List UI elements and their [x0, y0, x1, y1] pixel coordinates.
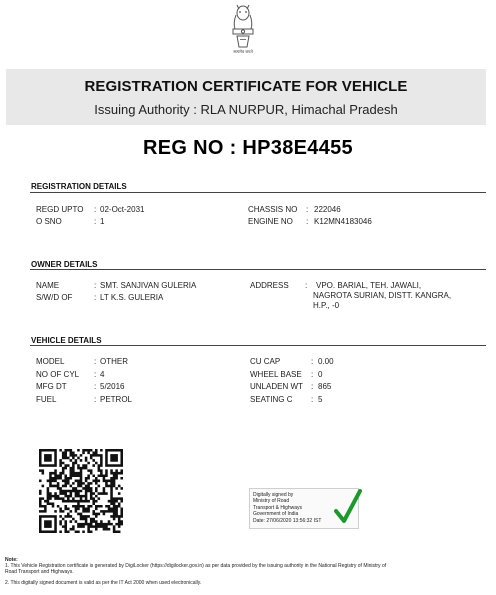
regd-upto-label: REGD UPTO — [36, 205, 84, 214]
certificate-title: REGISTRATION CERTIFICATE FOR VEHICLE — [84, 78, 408, 95]
state-emblem — [223, 3, 263, 57]
regd-upto-value: 02-Oct-2031 — [100, 205, 145, 214]
engine-label: ENGINE NO — [248, 217, 293, 226]
state-emblem-icon — [223, 3, 263, 49]
note-1-line-2: Road Transport and Highways. — [5, 569, 74, 576]
registration-number: REG NO : HP38E4455 — [143, 137, 353, 159]
fuel-label: FUEL — [36, 395, 57, 404]
cucap-value: 0.00 — [318, 357, 334, 366]
colon: : — [94, 357, 97, 366]
colon: : — [94, 205, 97, 214]
signature-line: Ministry of Road — [253, 498, 290, 505]
o-sno-value: 1 — [100, 217, 105, 226]
vehicle-details-heading: VEHICLE DETAILS — [31, 336, 102, 345]
divider — [30, 269, 486, 270]
swdof-value: LT K.S. GULERIA — [100, 293, 164, 302]
registration-details-heading: REGISTRATION DETAILS — [31, 182, 127, 191]
mfg-value: 5/2016 — [100, 382, 125, 391]
engine-value: K12MN4183046 — [314, 217, 372, 226]
digital-signature-stamp — [249, 488, 359, 529]
colon: : — [306, 205, 309, 214]
colon: : — [94, 293, 97, 302]
cucap-label: CU CAP — [250, 357, 281, 366]
cyl-label: NO OF CYL — [36, 370, 80, 379]
issuing-authority: Issuing Authority : RLA NURPUR, Himachal Pradesh — [94, 102, 398, 117]
address-line-2: NAGROTA SURIAN, DISTT. KANGRA, — [313, 291, 452, 300]
divider — [30, 345, 486, 346]
signature-date: Date: 27/06/2020 13:56:32 IST — [253, 517, 322, 524]
colon: : — [94, 395, 97, 404]
wheelbase-label: WHEEL BASE — [250, 370, 302, 379]
note-1 — [5, 563, 493, 575]
signature-line: Government of India — [253, 511, 299, 518]
colon: : — [94, 370, 97, 379]
checkmark-icon — [334, 489, 362, 527]
colon: : — [311, 382, 314, 391]
colon: : — [311, 395, 314, 404]
seating-value: 5 — [318, 395, 323, 404]
name-value: SMT. SANJIVAN GULERIA — [100, 281, 197, 290]
address-label: ADDRESS — [250, 281, 289, 290]
name-label: NAME — [36, 281, 60, 290]
unladen-label: UNLADEN WT — [250, 382, 303, 391]
divider — [30, 192, 486, 193]
address-line-3: H.P., -0 — [313, 301, 340, 310]
note-2: 2. This digitally signed document is valid as per the IT Act 2000 when used electronically. — [5, 580, 202, 586]
colon: : — [94, 281, 97, 290]
chassis-label: CHASSIS NO — [248, 205, 298, 214]
unladen-value: 865 — [318, 382, 332, 391]
swdof-label: S/W/D OF — [36, 293, 73, 302]
emblem-motto: सत्यमेव जयते — [233, 49, 253, 54]
model-value: OTHER — [100, 357, 128, 366]
signature-text — [253, 492, 321, 524]
note-title: Note: — [5, 557, 18, 563]
colon: : — [94, 382, 97, 391]
wheelbase-value: 0 — [318, 370, 323, 379]
seating-label: SEATING C — [250, 395, 293, 404]
address-line-1: VPO. BARIAL, TEH. JAWALI, — [316, 281, 422, 290]
qr-code-icon — [39, 449, 123, 533]
colon: : — [305, 281, 308, 290]
colon: : — [306, 217, 309, 226]
mfg-label: MFG DT — [36, 382, 67, 391]
model-label: MODEL — [36, 357, 65, 366]
colon: : — [311, 370, 314, 379]
fuel-value: PETROL — [100, 395, 133, 404]
o-sno-label: O SNO — [36, 217, 62, 226]
signature-line: Digitally signed by — [253, 492, 294, 498]
cyl-value: 4 — [100, 370, 105, 379]
colon: : — [94, 217, 97, 226]
chassis-value: 222046 — [314, 205, 341, 214]
note-1-line-1: 1. This Vehicle Registration certificate is generated by DigiLocker (https://digilocker.gov.in) as per data provided by the issuing authority in the National Registry of Ministry of — [5, 563, 387, 569]
signature-line: Transport & Highways — [253, 504, 302, 511]
header-band — [6, 69, 486, 125]
colon: : — [311, 357, 314, 366]
qr-code — [39, 449, 123, 533]
owner-details-heading: OWNER DETAILS — [31, 260, 98, 269]
